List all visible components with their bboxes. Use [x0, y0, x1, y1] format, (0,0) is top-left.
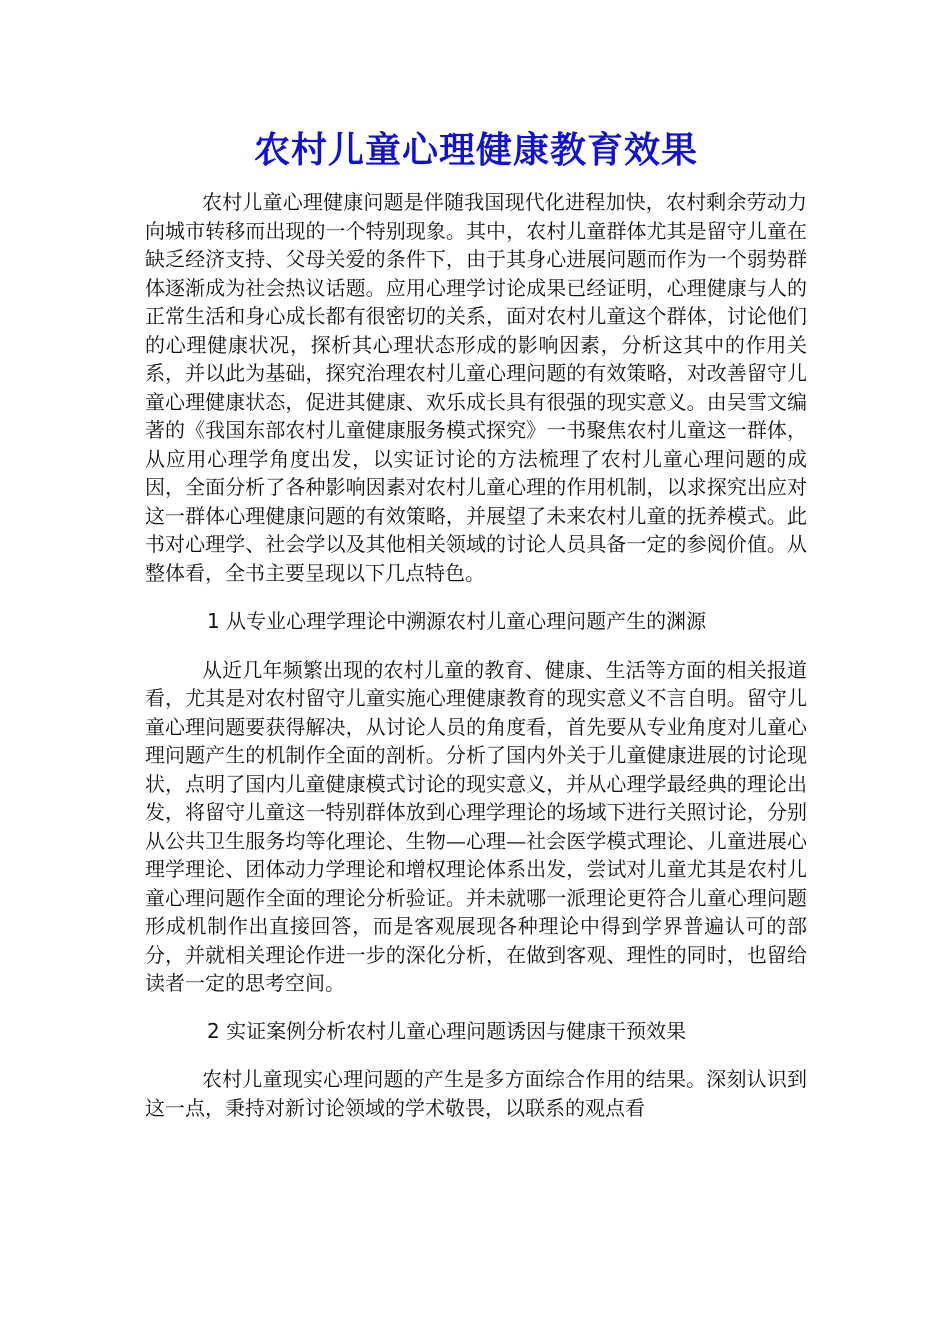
body-paragraph-1: 农村儿童心理健康问题是伴随我国现代化进程加快，农村剩余劳动力向城市转移而出现的一个特别现象。其中，农村儿童群体尤其是留守儿童在缺乏经济支持、父母关爱的条件下，由于其身心进展问题而作为一个弱势群体逐渐成为社会热议话题。应用心理学讨论成果已经证明，心理健康与人的正常生活和身心成长都有很密切的关系，面对农村儿童这个群体，讨论他们的心理健康状况，探析其心理状态形成的影响因素，分析这其中的作用关系，并以此为基础，探究治理农村儿童心理问题的有效策略，对改善留守儿童心理健康状态，促进其健康、欢乐成长具有很强的现实意义。由吴雪文编著的《我国东部农村儿童健康服务模式探究》一书聚焦农村儿童这一群体，从应用心理学角度出发，以实证讨论的方法梳理了农村儿童心理问题的成因，全面分析了各种影响因素对农村儿童心理的作用机制，以求探究出应对这一群体心理健康问题的有效策略，并展望了未来农村儿童的抚养模式。此书对心理学、社会学以及其他相关领域的讨论人员具备一定的参阅价值。从整体看，全书主要呈现以下几点特色。 [145, 190, 807, 585]
body-paragraph-2: 从近几年频繁出现的农村儿童的教育、健康、生活等方面的相关报道看，尤其是对农村留守儿童实施心理健康教育的现实意义不言自明。留守儿童心理问题要获得解决，从讨论人员的角度看，首先要从专业角度对儿童心理问题产生的机制作全面的剖析。分析了国内外关于儿童健康进展的讨论现状，点明了国内儿童健康模式讨论的现实意义，并从心理学最经典的理论出发，将留守儿童这一特别群体放到心理学理论的场域下进行关照讨论，分别从公共卫生服务均等化理论、生物—心理—社会医学模式理论、儿童进展心理学理论、团体动力学理论和增权理论体系出发，尝试对儿童尤其是农村儿童心理问题作全面的理论分析验证。并未就哪一派理论更符合儿童心理问题形成机制作出直接回答，而是客观展现各种理论中得到学界普遍认可的部分，并就相关理论作进一步的深化分析，在做到客观、理性的同时，也留给读者一定的思考空间。 [145, 657, 807, 995]
body-paragraph-3: 农村儿童现实心理问题的产生是多方面综合作用的结果。深刻认识到这一点，秉持对新讨论领域的学术敬畏，以联系的观点看 [145, 1067, 807, 1120]
section-heading-2: 2 实证案例分析农村儿童心理问题诱因与健康干预效果 [207, 1018, 687, 1043]
section-heading-1: 1 从专业心理学理论中溯源农村儿童心理问题产生的渊源 [207, 609, 707, 633]
document-page [145, 118, 807, 1122]
document-title: 农村儿童心理健康教育效果 [253, 129, 698, 171]
